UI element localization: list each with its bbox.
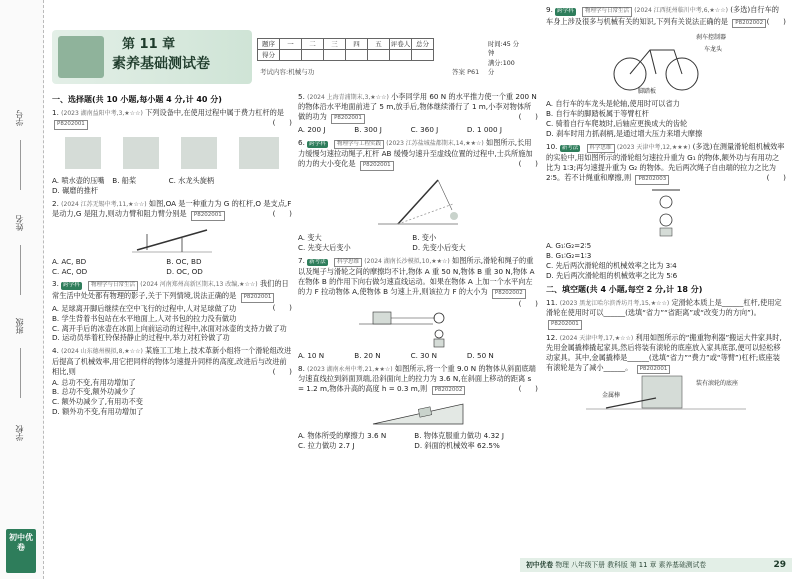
crowbar-label: 金属棒 bbox=[602, 392, 621, 400]
option-c[interactable]: C. 水龙头旋柄 bbox=[168, 175, 215, 185]
answer-blank[interactable]: ( ) bbox=[272, 118, 292, 128]
question-number: 7. bbox=[298, 255, 305, 265]
brand-logo: 初中优卷 bbox=[6, 529, 36, 573]
page-number: 29 bbox=[773, 560, 786, 570]
question-code: P8202002 bbox=[492, 289, 526, 299]
handlebar-label: 车龙头 bbox=[704, 46, 723, 54]
class-line bbox=[20, 348, 21, 398]
option-c[interactable]: C. 30 N bbox=[410, 350, 437, 360]
answer-blank[interactable]: ( ) bbox=[518, 159, 538, 169]
boat-oar-image bbox=[123, 137, 159, 169]
score-row-label: 得分 bbox=[258, 50, 280, 61]
incline-plane bbox=[373, 404, 463, 424]
drawbridge-diagram bbox=[368, 174, 468, 230]
footer-subject: 物理 bbox=[555, 561, 569, 569]
score-header: 三 bbox=[324, 39, 346, 50]
pulley-wheel bbox=[434, 313, 444, 323]
option-b[interactable]: B. OC, BD bbox=[166, 256, 202, 266]
category-badge: 新考法 bbox=[309, 258, 326, 265]
option-d[interactable]: D. 额外功不变,有用功增加了 bbox=[52, 407, 144, 417]
question-code: P8202001 bbox=[637, 365, 671, 375]
question-source: (2023 天津中考,12,★★★) bbox=[616, 143, 691, 151]
options bbox=[52, 176, 292, 196]
option-d[interactable]: D. 先后两次滑轮组的机械效率之比为 5∶6 bbox=[546, 270, 678, 280]
question-10 bbox=[546, 142, 786, 281]
options bbox=[52, 257, 292, 277]
category-badge: 新考法 bbox=[561, 144, 579, 151]
topic-tag: 科学思维 bbox=[334, 258, 362, 268]
column-1 bbox=[52, 92, 292, 420]
option-c[interactable]: C. 额外功减少了,有用功不变 bbox=[52, 397, 143, 407]
lever-bar bbox=[137, 230, 207, 250]
bicycle-figure bbox=[546, 28, 786, 98]
score-cell[interactable] bbox=[280, 50, 302, 61]
option-d[interactable]: D. 50 N bbox=[466, 350, 494, 360]
question-number: 2. bbox=[52, 198, 59, 208]
brake-label: 刹车控制器 bbox=[696, 34, 727, 42]
question-code: P8202002 bbox=[432, 386, 466, 396]
option-b[interactable]: B. 物体克服重力做功 4.32 J bbox=[414, 431, 504, 441]
topic-tag: 科学思维 bbox=[587, 144, 615, 154]
options bbox=[52, 378, 292, 418]
score-cell[interactable] bbox=[412, 50, 434, 61]
binding-strip bbox=[0, 0, 44, 579]
question-source: (2024 江苏无锡中考,11,★☆☆) bbox=[61, 200, 147, 208]
option-a[interactable]: A. 足球离开脚后继续在空中飞行的过程中,人对足球做了功 bbox=[52, 303, 237, 313]
options bbox=[298, 125, 538, 135]
score-cell[interactable] bbox=[390, 50, 412, 61]
rope bbox=[438, 180, 452, 210]
category-badge: 跨学科 bbox=[63, 282, 80, 289]
option-d[interactable]: D. OC, OD bbox=[166, 266, 203, 276]
option-a[interactable]: A. G₁∶G₂=2∶5 bbox=[546, 240, 592, 250]
options bbox=[546, 241, 786, 281]
question-7 bbox=[298, 256, 538, 361]
answer-blank[interactable]: ( ) bbox=[766, 173, 786, 183]
option-d[interactable]: D. 碾磨的推杆 bbox=[52, 185, 99, 195]
question-text: 如图,OA 是一种重力为 G 的杠杆,O 是支点,F 是动力,G 是阻力,则动力臂和阻力臂分别是 bbox=[52, 198, 292, 219]
chapter-illustration-icon bbox=[58, 36, 104, 78]
option-d[interactable]: D. 先变小后变大 bbox=[412, 242, 466, 252]
question-source: (2023 江苏盐城盐都期末,14,★★☆) bbox=[386, 139, 484, 147]
soldier-icon bbox=[450, 212, 458, 220]
millstone-image bbox=[239, 137, 279, 169]
answer-blank[interactable]: ( ) bbox=[518, 298, 538, 308]
category-badge: 跨学科 bbox=[557, 8, 574, 14]
option-b[interactable]: B. G₁∶G₂=1∶3 bbox=[546, 250, 592, 260]
incline-diagram bbox=[363, 398, 473, 428]
name-label: 姓名 bbox=[15, 215, 24, 231]
class-label: 班级 bbox=[15, 318, 24, 334]
question-code: P8202003 bbox=[635, 175, 669, 185]
answer-blank[interactable]: ( ) bbox=[518, 383, 538, 393]
score-cell[interactable] bbox=[324, 50, 346, 61]
question-code: P8202001 bbox=[331, 114, 365, 124]
option-d[interactable]: D. 运动员举着杠铃保持静止的过程中,举力对杠铃做了功 bbox=[52, 333, 230, 343]
student-no-label: 学号 bbox=[15, 110, 24, 126]
question-text: 如图所示,长用力缓慢匀速拉动绳子,杠杆 AB 缓慢匀速升至虚线位置的过程中,士兵所施加的力的大小变化是 bbox=[298, 137, 533, 169]
answer-blank[interactable]: ( ) bbox=[272, 209, 292, 219]
score-table bbox=[257, 38, 434, 61]
score-header: 题序 bbox=[258, 39, 280, 50]
title-box bbox=[52, 30, 252, 84]
chapter-title: 第 11 章 bbox=[122, 37, 176, 52]
answer-blank[interactable]: ( ) bbox=[272, 366, 292, 376]
option-a[interactable]: A. 总功不变,有用功增加了 bbox=[52, 377, 136, 387]
school-label: 学校 bbox=[15, 425, 24, 441]
footer-chapter: 第 11 章 bbox=[629, 561, 657, 569]
score-cell[interactable] bbox=[346, 50, 368, 61]
roller-base-label: 装有滚轮的底座 bbox=[696, 380, 739, 388]
question-number: 9. bbox=[546, 5, 553, 14]
question-text: 某施工工地上,技术革新小组将一个滑轮组改进后提高了机械效率,用它把同样的物体匀速提升同样的高度,改进后与改进前相比,则 bbox=[52, 346, 292, 376]
option-d[interactable]: D. 斜面的机械效率 62.5% bbox=[414, 441, 500, 451]
options bbox=[298, 431, 538, 451]
block-a bbox=[373, 312, 391, 324]
answer-reference: 答案 P61 bbox=[452, 68, 480, 76]
options bbox=[298, 351, 538, 361]
full-score-text: 满分:100 分 bbox=[488, 59, 515, 77]
option-c[interactable]: C. 骑着自行车爬坡时,后轴应更换成大的齿轮 bbox=[546, 119, 688, 129]
washing-machine-image bbox=[642, 376, 682, 408]
column-3 bbox=[546, 5, 786, 415]
question-6 bbox=[298, 138, 538, 253]
question-source: (2024 上海青浦期末,3,★☆☆) bbox=[307, 94, 389, 101]
answer-blank[interactable]: ( ) bbox=[766, 16, 786, 26]
footer-series: 初中优卷 bbox=[526, 561, 554, 569]
time-info bbox=[488, 40, 522, 78]
question-source: (2023 黑龙江哈尔滨香坊月考,15,★☆☆) bbox=[559, 299, 670, 307]
fixed-pulley bbox=[660, 196, 672, 208]
question-number: 3. bbox=[52, 279, 59, 289]
topic-tag: 物理学与日常生活 bbox=[582, 7, 632, 17]
question-number: 10. bbox=[546, 141, 558, 151]
question-code: P8202001 bbox=[241, 293, 275, 303]
name-line bbox=[20, 245, 21, 295]
question-source: (2024 河南郑州高新区期末,13 改编,★☆☆) bbox=[140, 281, 258, 289]
question-source: (2024 天津中考,17,★☆☆) bbox=[559, 334, 634, 342]
option-c[interactable]: C. 离开手后的冰壶在冰面上向前运动的过程中,冰面对冰壶的支持力做了功 bbox=[52, 323, 287, 333]
student-no-line bbox=[20, 140, 21, 190]
question-12 bbox=[546, 333, 786, 413]
question-code: P8202001 bbox=[548, 320, 582, 330]
option-b[interactable]: B. 300 J bbox=[354, 124, 382, 134]
exam-content: 考试内容:机械与功 bbox=[260, 68, 315, 76]
section-title: 二、填空题(共 4 小题,每空 2 分,计 18 分) bbox=[546, 284, 703, 294]
question-9 bbox=[546, 5, 786, 139]
question-3 bbox=[52, 279, 292, 343]
option-c[interactable]: C. 先变大后变小 bbox=[298, 242, 351, 252]
topic-tag: 物理学与工程实践 bbox=[334, 140, 384, 150]
pedal-label: 脚踏板 bbox=[638, 88, 657, 96]
option-a[interactable]: A. 10 N bbox=[298, 350, 325, 360]
question-code: P8202001 bbox=[191, 211, 225, 221]
movable-pulley bbox=[660, 214, 672, 226]
option-a[interactable]: A. 200 J bbox=[298, 124, 326, 134]
question-text: 如图所示,将一个重 9.0 N 的物体从斜面底端匀速直线拉到斜面顶端,沿斜面向上的拉力为 3.6 N,在斜面上移动的距离 s = 1.2 m,物体升高的高度 h = 0.3 m,则 bbox=[298, 363, 536, 393]
pulley-diagram bbox=[353, 302, 463, 348]
option-d[interactable]: D. 刹车时用力抓刹柄,是通过增大压力来增大摩擦 bbox=[546, 128, 703, 138]
score-header: 四 bbox=[346, 39, 368, 50]
question-text[interactable]: 利用如图所示的“搬重物利器”搬运大件家具时,先用金属撬棒撬起家具,然后将装有滚轮的底座放入家具底部,便可以轻松移动家具。其中,金属撬棒是______(选填“省力”“费力”或“等臂”)杠杆;底座装有滚轮是为了减小______。 bbox=[546, 332, 782, 372]
page-footer bbox=[520, 558, 792, 572]
question-number: 12. bbox=[546, 332, 558, 342]
question-11 bbox=[546, 298, 786, 330]
score-cell[interactable] bbox=[302, 50, 324, 61]
score-header: 二 bbox=[302, 39, 324, 50]
question-text: (多选)自行车的车身上涉及很多与机械有关的知识,下列有关说法正确的是 bbox=[546, 5, 779, 26]
question-2 bbox=[52, 199, 292, 277]
option-a[interactable]: A. AC, BD bbox=[52, 256, 87, 266]
q1-figure bbox=[57, 133, 287, 173]
option-b[interactable]: B. 学生背着书包站在水平地面上,人对书包的拉力没有做功 bbox=[52, 313, 237, 323]
test-title: 素养基础测试卷 bbox=[112, 56, 210, 72]
question-source: (2023 湖南益阳中考,3,★☆☆) bbox=[61, 110, 143, 118]
question-source: (2024 湖南长沙模拟,10,★★☆) bbox=[364, 257, 450, 265]
footer-edition: 教科版 bbox=[607, 561, 628, 569]
question-text: 我们的日常生活中处处都有物理的影子,关于下列情境,说法正确的是 bbox=[52, 279, 289, 301]
score-header: 总分 bbox=[412, 39, 434, 50]
question-number: 8. bbox=[298, 363, 305, 373]
question-1 bbox=[52, 108, 292, 196]
option-c[interactable]: C. 360 J bbox=[410, 124, 439, 134]
column-2 bbox=[298, 92, 538, 454]
section-title: 一、选择题(共 10 小题,每小题 4 分,计 40 分) bbox=[52, 95, 222, 104]
question-code: P8202002 bbox=[732, 19, 766, 29]
option-c[interactable]: C. 先后两次滑轮组的机械效率之比为 3∶4 bbox=[546, 260, 677, 270]
option-b[interactable]: B. 自行车的脚踏板属于等臂杠杆 bbox=[546, 109, 649, 119]
question-number: 5. bbox=[298, 92, 305, 101]
question-text: 如图所示,滑轮和绳子的重以及绳子与滑轮之间的摩擦均不计,物体 A 重 50 N,物体 B 重 30 N,物体 A 在物体 B 的作用下向右做匀速直线运动。如果在物体 A 上加一个水平向左的力 F 拉动物体 A,使物体 B 匀速上升,则该拉力 F 的大小为 bbox=[298, 255, 535, 297]
question-text[interactable]: 定滑轮本质上是______杠杆,使用定滑轮在使用时可以______(选填“省力”“省距离”或“改变力的方向”)。 bbox=[546, 297, 782, 317]
pulley-system-diagram bbox=[646, 188, 686, 238]
option-c[interactable]: C. 拉力做功 2.7 J bbox=[298, 441, 355, 451]
topic-tag: 物理学与日常生活 bbox=[88, 281, 138, 291]
faucet-image bbox=[181, 137, 217, 169]
score-cell[interactable] bbox=[368, 50, 390, 61]
question-source: (2024 江西抚州临川中考,6,★☆☆) bbox=[634, 7, 728, 14]
score-header: 评卷人 bbox=[390, 39, 411, 48]
lever-ab bbox=[398, 180, 438, 224]
question-text: 小李同学用 60 N 的水平推力使一个重 200 N 的物体沿水平地面前进了 5 m,放手后,物体继续滑行了 1 m,小李对物体所做的功为 bbox=[298, 92, 537, 122]
question-5 bbox=[298, 92, 538, 135]
option-d[interactable]: D. 1 000 J bbox=[466, 124, 502, 134]
question-text: (多选)在测量滑轮组机械效率的实验中,用如图所示的滑轮组匀速拉升重为 G₁ 的物体,额外功与有用功之比为 1∶3;再匀速提升重为 G₂ 的物体。先后两次绳子自由端的拉力之比为 2∶5。若不计绳重和摩擦,则 bbox=[546, 141, 785, 183]
question-number: 6. bbox=[298, 137, 305, 147]
category-badge: 跨学科 bbox=[309, 140, 326, 147]
question-source: (2024 山东德州模拟,8,★☆☆) bbox=[61, 348, 143, 356]
load-block bbox=[660, 228, 672, 236]
question-source: (2023 湖南永州中考,21,★★☆) bbox=[307, 365, 393, 373]
options bbox=[298, 233, 538, 253]
option-a[interactable]: A. 喷水壶的压嘴 bbox=[52, 175, 105, 185]
answer-blank[interactable]: ( ) bbox=[518, 112, 538, 122]
option-b[interactable]: B. 船桨 bbox=[112, 175, 137, 185]
score-header: 一 bbox=[280, 39, 302, 50]
bicycle-svg bbox=[546, 28, 786, 98]
question-number: 4. bbox=[52, 346, 59, 356]
question-code: P8202001 bbox=[54, 120, 88, 130]
lever-diagram bbox=[127, 224, 217, 254]
spray-bottle-image bbox=[65, 137, 101, 169]
options bbox=[546, 99, 786, 139]
mover-svg bbox=[546, 374, 786, 412]
option-a[interactable]: A. 自行车的车龙头是轮轴,使用时可以省力 bbox=[546, 99, 680, 109]
footer-grade: 八年级下册 bbox=[571, 561, 606, 569]
score-header: 五 bbox=[368, 39, 390, 50]
question-number: 11. bbox=[546, 297, 558, 307]
footer-title: 素养基础测试卷 bbox=[658, 561, 707, 569]
block-b bbox=[434, 339, 444, 347]
bike-frame bbox=[630, 50, 682, 74]
options bbox=[52, 304, 292, 344]
option-b[interactable]: B. 变小 bbox=[412, 232, 437, 242]
question-number: 1. bbox=[52, 108, 59, 118]
movable-pulley bbox=[435, 330, 443, 338]
furniture-mover-figure bbox=[546, 374, 786, 412]
option-b[interactable]: B. 20 N bbox=[354, 350, 381, 360]
header bbox=[52, 30, 522, 90]
question-8 bbox=[298, 364, 538, 452]
answer-blank[interactable]: ( ) bbox=[272, 302, 292, 312]
option-a[interactable]: A. 物体所受的摩擦力 3.6 N bbox=[298, 431, 387, 441]
option-b[interactable]: B. 总功不变,额外功减少了 bbox=[52, 387, 136, 397]
question-code: P8202001 bbox=[360, 161, 394, 171]
time-text: 时间:45 分钟 bbox=[488, 41, 520, 58]
question-4 bbox=[52, 346, 292, 417]
option-c[interactable]: C. AC, OD bbox=[52, 266, 88, 276]
option-a[interactable]: A. 变大 bbox=[298, 232, 322, 242]
question-text: 下列设备中,在使用过程中属于费力杠杆的是 bbox=[145, 108, 284, 118]
seat-tube bbox=[650, 50, 656, 74]
